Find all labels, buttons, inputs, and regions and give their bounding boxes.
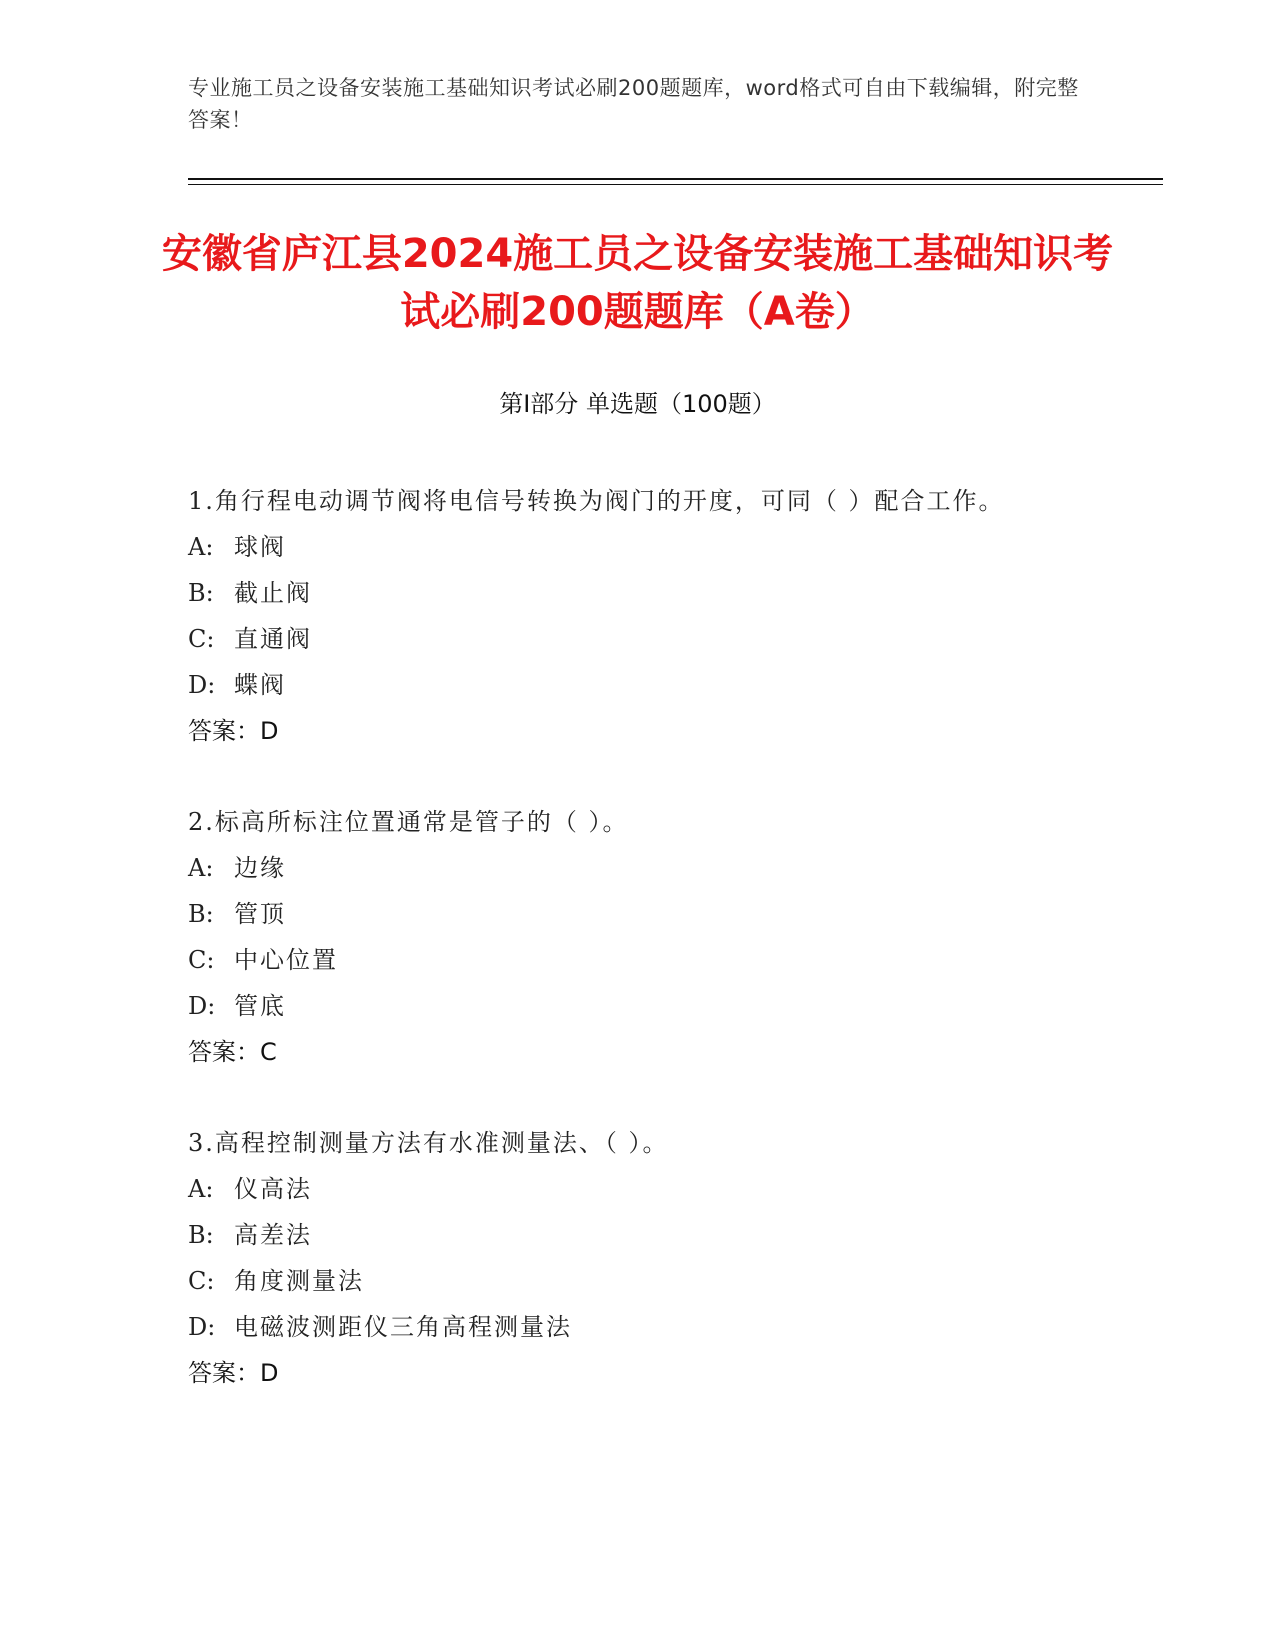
option-key: D: [188,1313,216,1341]
question-item [188,478,1088,754]
option-c [188,616,1088,662]
option-text: 角度测量法 [234,1267,364,1295]
option-text: 边缘 [234,854,286,882]
option-text: 蝶阀 [234,671,286,699]
option-text: 电磁波测距仪三角高程测量法 [234,1313,572,1341]
option-b [188,1212,1088,1258]
option-a [188,1166,1088,1212]
answer-line: 答案：D [188,1359,279,1387]
question-item [188,799,1088,1075]
option-text: 管顶 [234,900,286,928]
question-list [188,478,1088,1396]
option-key: B: [188,1221,214,1249]
header-rule [188,178,1163,180]
question-item [188,1120,1088,1396]
option-key: C: [188,1267,215,1295]
option-text: 中心位置 [234,946,338,974]
option-b [188,570,1088,616]
option-text: 仪高法 [234,1175,312,1203]
option-c [188,937,1088,983]
header-rule-thin [188,184,1163,185]
option-text: 直通阀 [234,625,312,653]
section-title: 第Ⅰ部分 单选题（100题） [499,390,776,418]
header-note: 专业施工员之设备安装施工基础知识考试必刷200题题库，word格式可自由下载编辑，附完整答案！ [188,76,1079,132]
answer-line: 答案：D [188,717,279,745]
option-a [188,524,1088,570]
option-d [188,983,1088,1029]
option-text: 管底 [234,992,286,1020]
option-key: C: [188,625,215,653]
option-text: 高差法 [234,1221,312,1249]
option-text: 球阀 [234,533,286,561]
option-key: C: [188,946,215,974]
option-text: 截止阀 [234,579,312,607]
option-c [188,1258,1088,1304]
option-key: A: [188,1175,214,1203]
option-d [188,1304,1088,1350]
question-stem: 3.高程控制测量方法有水准测量法、（ ）。 [188,1129,669,1157]
option-b [188,891,1088,937]
option-key: A: [188,533,214,561]
option-key: B: [188,900,214,928]
option-key: D: [188,671,216,699]
option-d [188,662,1088,708]
option-key: D: [188,992,216,1020]
question-stem: 2.标高所标注位置通常是管子的（ ）。 [188,808,629,836]
option-key: B: [188,579,214,607]
option-a [188,845,1088,891]
document-title: 安徽省庐江县2024施工员之设备安装施工基础知识考试必刷200题题库（A卷） [161,231,1114,335]
answer-line: 答案：C [188,1038,277,1066]
option-key: A: [188,854,214,882]
question-stem: 1.角行程电动调节阀将电信号转换为阀门的开度，可同（ ）配合工作。 [188,487,1005,515]
